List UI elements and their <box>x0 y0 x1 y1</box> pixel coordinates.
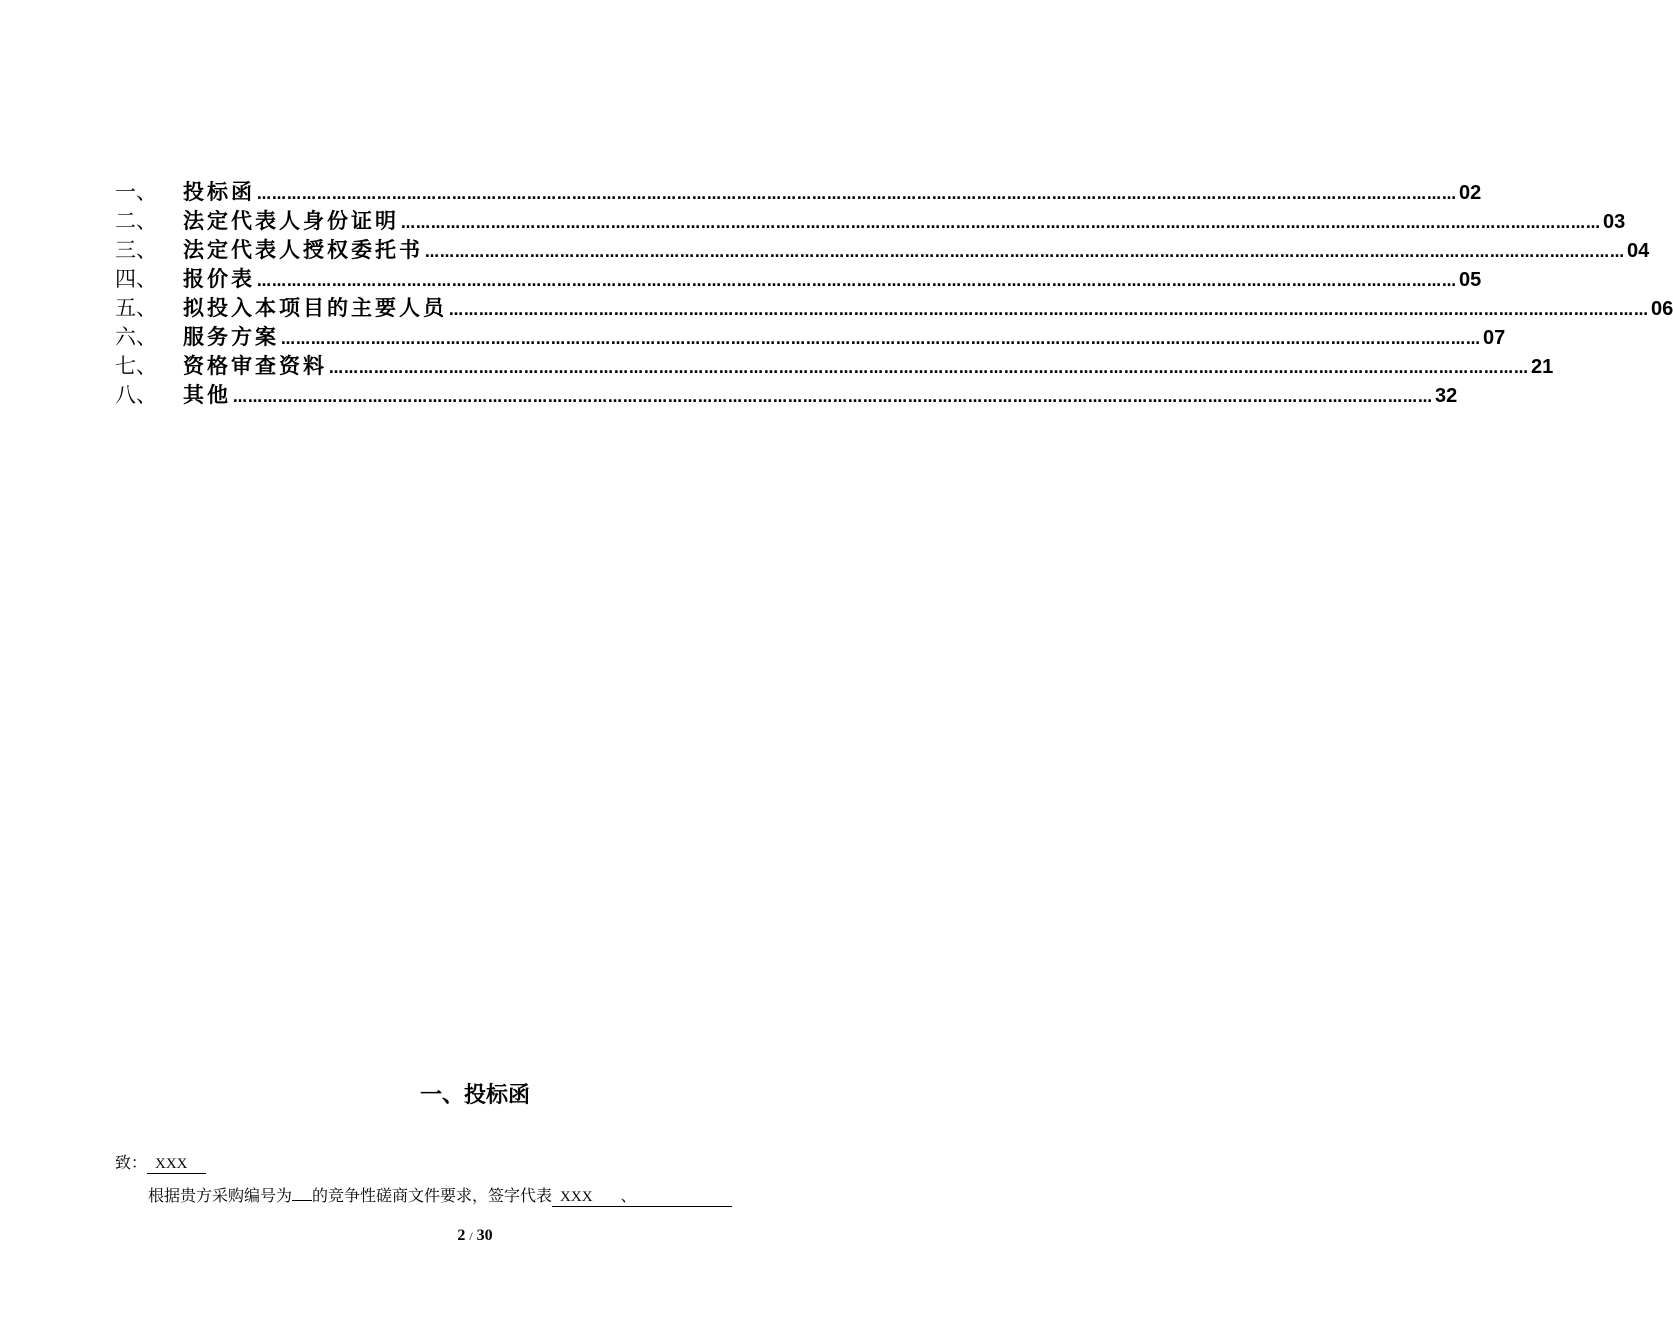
toc-entry-number: 八、 <box>115 383 157 407</box>
toc-entry-page: 04 <box>1627 240 1650 262</box>
toc-entry <box>115 323 1506 352</box>
toc-entry <box>115 265 1482 294</box>
toc-entry-page: 05 <box>1459 269 1482 291</box>
toc-leader-dots: …………………………………………………………………………………………………………………………………………………………………………………………………………………… <box>281 332 1481 348</box>
toc-leader-dots: …………………………………………………………………………………………………………………………………………………………………………………………………………………… <box>257 187 1457 203</box>
toc-entry-page: 06 <box>1651 298 1673 320</box>
toc-leader-dots: …………………………………………………………………………………………………………………………………………………………………………………………………………………… <box>449 303 1649 319</box>
toc-leader-dots: …………………………………………………………………………………………………………………………………………………………………………………………………………………… <box>401 216 1601 232</box>
body-text-1: 根据贵方采购编号为 <box>148 1186 293 1205</box>
toc-entry-title: 拟投入本项目的主要人员 <box>183 296 447 320</box>
toc-entry <box>115 236 1650 265</box>
toc-leader-dots: …………………………………………………………………………………………………………………………………………………………………………………………………………………… <box>257 274 1457 290</box>
toc-entry-title: 法定代表人授权委托书 <box>183 238 423 262</box>
toc-entry-page: 07 <box>1483 327 1506 349</box>
section-title: 一、投标函 <box>419 1083 530 1108</box>
toc-entry <box>115 352 1554 381</box>
blank-procurement-number <box>292 1200 312 1201</box>
toc-entry-number: 三、 <box>115 238 157 262</box>
page-current: 2 <box>457 1227 466 1244</box>
toc-entry-title: 法定代表人身份证明 <box>183 209 399 233</box>
toc-entry-number: 四、 <box>115 267 157 291</box>
toc-entry-number: 二、 <box>115 209 157 233</box>
representative-field: XXX 、 <box>552 1187 732 1207</box>
body-paragraph <box>148 1183 732 1207</box>
page-number <box>0 1227 950 1245</box>
toc-entry-number: 六、 <box>115 325 157 349</box>
toc-entry-page: 02 <box>1459 182 1482 204</box>
toc-entry <box>115 381 1458 410</box>
toc-entry-number: 一、 <box>115 180 157 204</box>
toc-entry-title: 资格审查资料 <box>183 354 327 378</box>
toc-entry-title: 服务方案 <box>183 325 279 349</box>
toc-leader-dots: …………………………………………………………………………………………………………………………………………………………………………………………………………………… <box>233 390 1433 406</box>
toc-leader-dots: …………………………………………………………………………………………………………………………………………………………………………………………………………………… <box>329 361 1529 377</box>
toc-entry-title: 报价表 <box>183 267 255 291</box>
addressee-value: XXX <box>147 1154 206 1174</box>
table-of-contents <box>115 178 1673 410</box>
toc-entry <box>115 294 1673 323</box>
toc-entry-page: 03 <box>1603 211 1626 233</box>
toc-leader-dots: …………………………………………………………………………………………………………………………………………………………………………………………………………………… <box>425 245 1625 261</box>
toc-entry-title: 投标函 <box>183 180 255 204</box>
toc-entry <box>115 207 1626 236</box>
toc-entry <box>115 178 1482 207</box>
addressee-label: 致： <box>115 1153 148 1172</box>
toc-entry-page: 21 <box>1531 356 1554 378</box>
page-total: 30 <box>476 1227 493 1244</box>
body-text-2: 的竞争性磋商文件要求，签字代表 <box>312 1186 553 1205</box>
toc-entry-page: 32 <box>1435 385 1458 407</box>
page-slash: / <box>469 1229 473 1243</box>
toc-entry-number: 七、 <box>115 354 157 378</box>
toc-entry-title: 其他 <box>183 383 231 407</box>
addressee-line <box>115 1150 206 1174</box>
toc-entry-number: 五、 <box>115 296 157 320</box>
